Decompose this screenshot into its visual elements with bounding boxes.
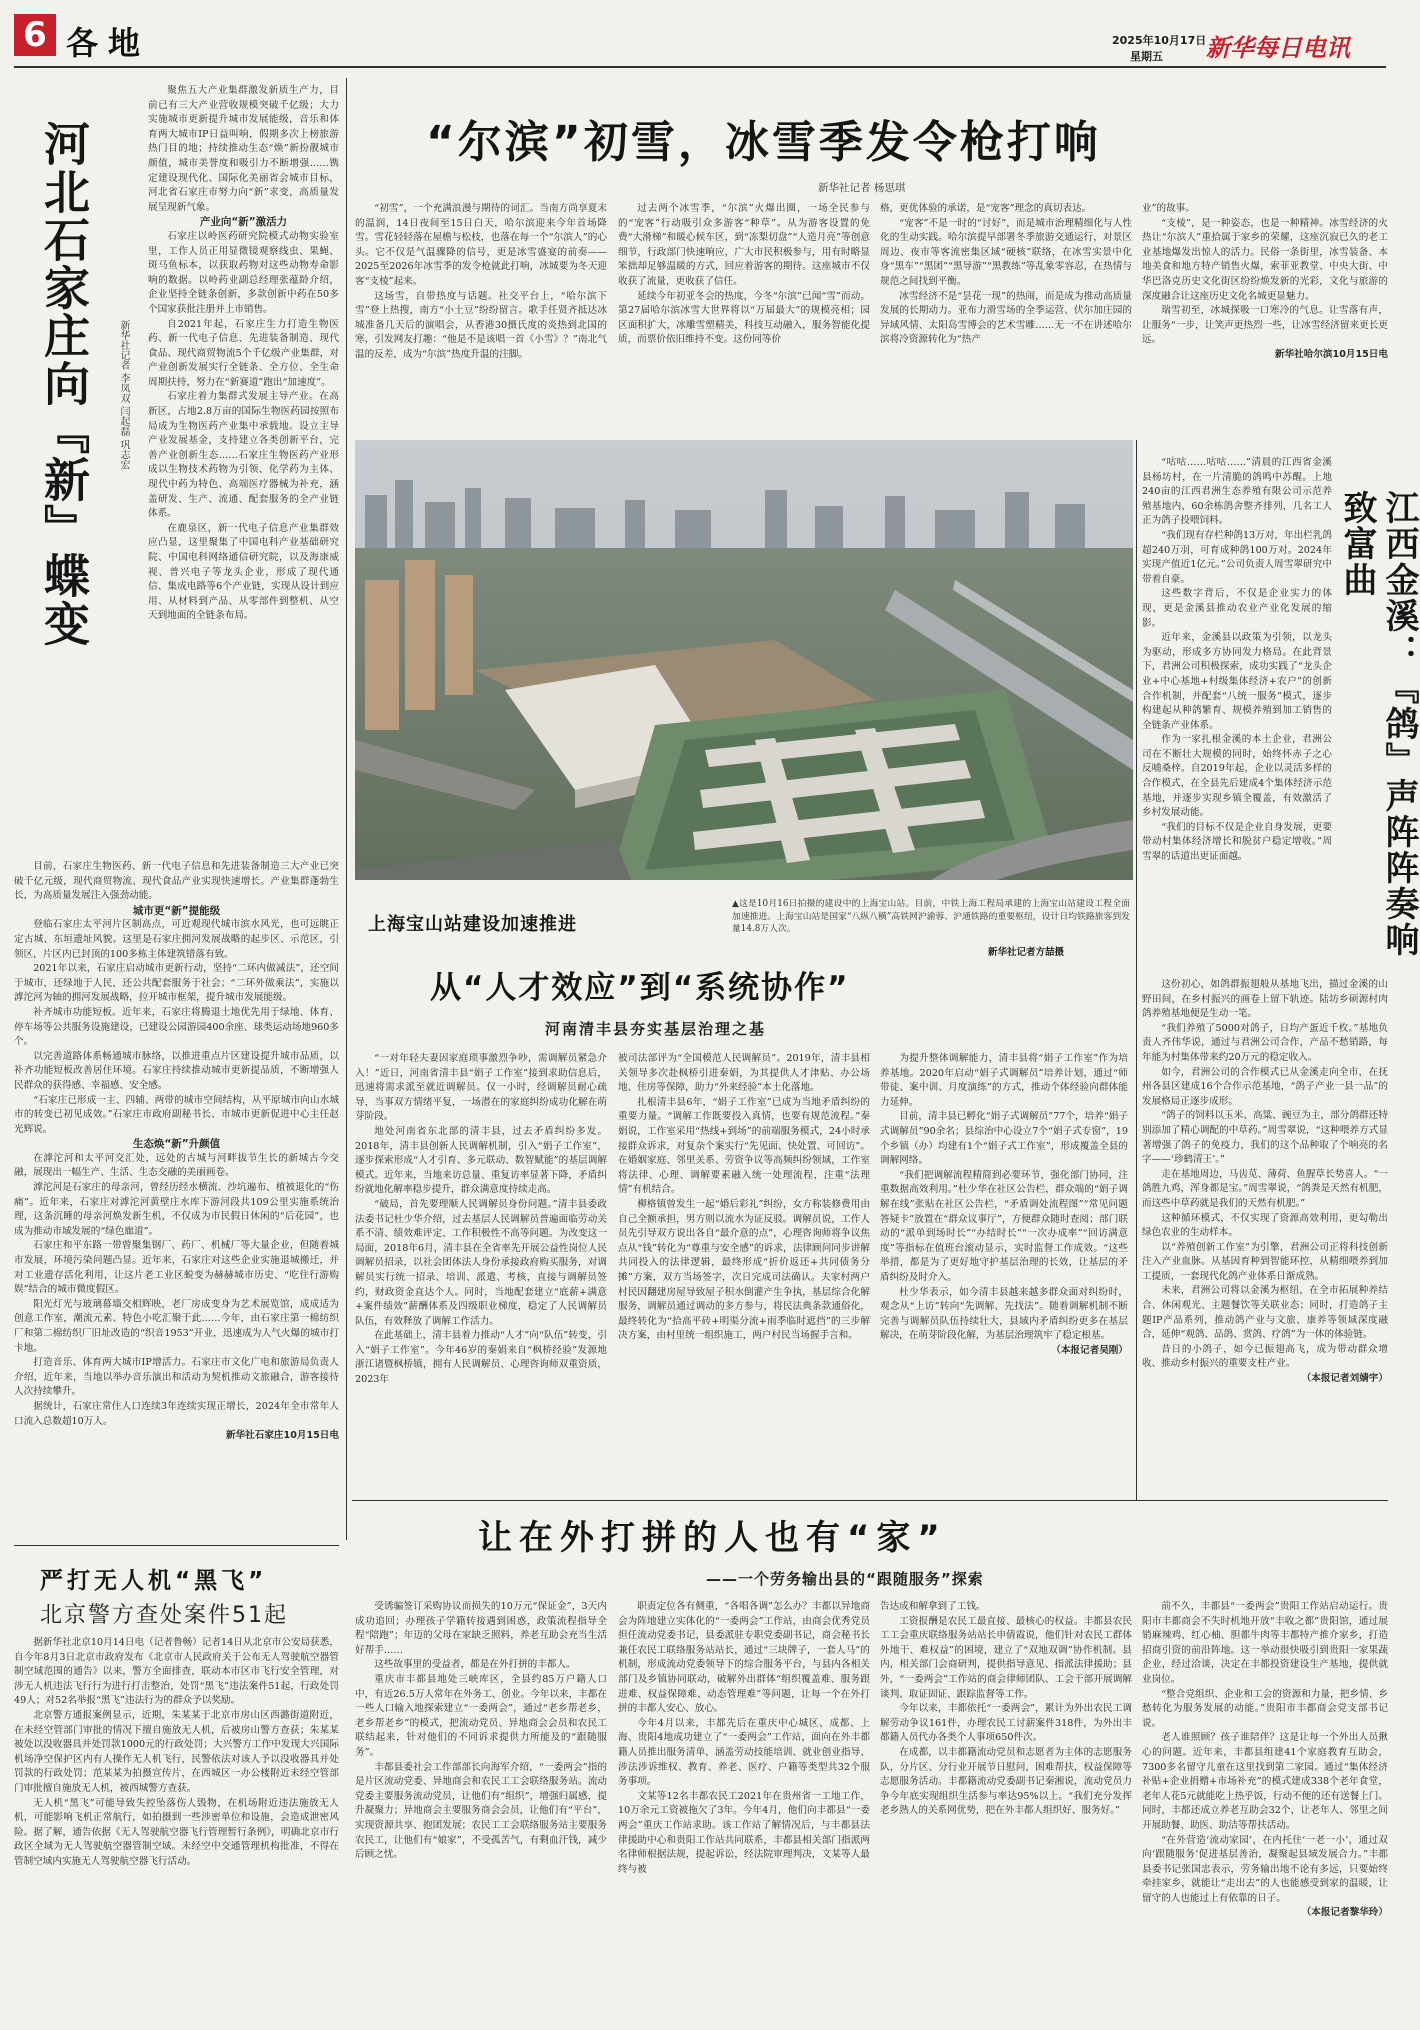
erbin-headline: “尔滨”初雪，冰雪季发令枪打响 bbox=[426, 117, 1101, 168]
laowu-paragraph: 丰都县委社会工作部部长向海军介绍，“一委两会”指的是片区流动党委、异地商会和农民工工会联络服务站。流动党委主要服务流动党员，让他们有“组织”，增强归属感，提升凝聚力；异地商会主要服务商会会员，让他们有“平台”，实现资源共享、抱团发展；农民工工会联络服务站主要服务农民工，让他们有“娘家”，不受孤苦气，有剩血汗钱，减少后顾之忧。 bbox=[355, 1761, 607, 1861]
qingfeng-paragraph: 地处河南省东北部的清丰县，过去矛盾纠纷多发。2018年，清丰县创新人民调解机制，引入“娟子工作室”，逐步探索形成“人才引育、多元联动、数智赋能”的基层调解模式。近年来，当地来访总量、重复访率显著下降，矛盾纠纷就地化解率稳步提升，群众满意度持续走高。 bbox=[355, 1125, 607, 1196]
hebei-paragraph: 打造音乐、体育两大城市IP增活力。石家庄市文化广电和旅游局负责人介绍，近年来，当地以举办音乐演出和活动为契机推动文旅融合，游客接待人次持续攀升。 bbox=[14, 1357, 339, 1398]
jiangxi-column-bottom bbox=[1142, 978, 1388, 1500]
hebei-paragraph: 补齐城市功能短板。近年来，石家庄将腾退土地优先用于绿地、体育、停车场等公共服务设施建设，已建设公园游园400余座、球类运动场地960多个。 bbox=[14, 1006, 339, 1048]
jiangxi-headline: 江西金溪：『鸽』声阵阵奏响致富曲 bbox=[1337, 490, 1419, 958]
qingfeng-paragraph: “破局，首先要理顺人民调解员身份问题。”清丰县委政法委书记杜少华介绍，过去基层人民调解员普遍面临劳动关系不清、绩效难评定、工作积极性不高等问题。为改变这一局面，2018年6月，清丰县在全省率先开展公益性岗位人民调解员招录，以社会团体法人身份承接政府购买服务，对调解员实行统一招录、培训、派遣、考核，直接与调解员签约，财政资金直达个人。同时，当地配套建立“底薪+满意+案件绩效”薪酬体系及四级职业梯度，稳定了人民调解员队伍，有效释放了调解工作活力。 bbox=[355, 1198, 607, 1327]
qingfeng-paragraph: “我们把调解流程精简到必要环节，强化部门协同，注重数据高效利用。”杜少华在社区公告栏，群众端的“娟子调解在线”张贴在社区公告栏，“矛盾调处流程图”“常见问题答疑卡”放置在“群众议事厅”，方便群众随时查阅；部门联动的“派单到场时长”“办结时长”“一次办成率”“回访满意度”等指标在值班台滚动显示，实时监督工作成效。“这些举措，都是为了更好地守护基层治理的长效，让基层的矛盾纠纷及时介入。 bbox=[880, 1169, 1128, 1283]
erbin-paragraph: 延续今年初亚冬会的热度，今冬“尔滨”已闻“雪”而动。第27届哈尔滨冰雪大世界将以“万届最大”的规模亮相；园区面积扩大，冰雕雪塑精美，科技互动融入，服务智能化提质，而票价依旧维持不变。这份同等价 bbox=[618, 290, 870, 346]
erbin-column-2 bbox=[618, 202, 870, 438]
hebei-paragraph: 登临石家庄太平河片区制高点，可近观现代城市滨水风光，也可远眺正定古城、东垣遗址风貌。这里是石家庄拥河发展战略的起步区、示范区，引领区，片区内已封顶的100多栋主体建筑错落有致。 bbox=[14, 919, 339, 960]
laowu-headline: 让在外打拼的人也有“家” bbox=[478, 1518, 947, 1558]
jiangxi-paragraph: 走在基地周边，马齿苋、薄荷、鱼腥草长势喜人。“一鸽胜九鸡，浑身都是宝。”周雪翠说，“鸽粪是天然有机肥，而这些中草药就是我们的天然有机肥。” bbox=[1142, 1168, 1388, 1209]
laowu-paragraph: 老人谁照顾？孩子谁陪伴？这是让每一个外出人员揪心的问题。近年来，丰都县组建41个家庭教育互助会，7300多名留守儿童在这里找到第二家园。通过“集体经济补贴+企业捐赠+市场补充”的模式建成338个老年食堂，老年人花5元就能吃上热乎饭，行动不便的还有送餐上门。同时，丰都还成立养老互助会32个，让老年人、邻里之间开展助餐、助医、助洁等帮扶活动。 bbox=[1142, 1732, 1388, 1831]
jiangxi-paragraph: “我们的目标不仅是企业自身发展，更要带动村集体经济增长和脱贫户稳定增收。”周雪翠的话道出更证面越。 bbox=[1142, 821, 1332, 863]
hebei-subhead-city: 城市更“新”提能级 bbox=[132, 904, 221, 917]
hebei-intro: 聚焦五大产业集群激发新质生产力，目前已有三大产业营收规模突破千亿级；大力实施城市更新提升城市发展能级，音乐和体育两大城市IP日益叫响，假期多次上榜旅游热门目的地；持续推动生态“焕”新扮靓城市颜值，城市美誉度和吸引力不断增强……镌定建设现代化、国际化美丽省会城市目标，河北省石家庄市努力向“新”求变，高质量发展呈现新气象。 bbox=[148, 85, 339, 213]
jiangxi-paragraph: “咕咕……咕咕……”清晨的江西省金溪县杨坊村，在一片清脆的鸽鸣中苏醒。上地240亩的江西君洲生态养殖有限公司示范养殖基地内，60余栋鸽舍整齐排列，几名工人正为鸽子投喂饲料。 bbox=[1142, 457, 1332, 527]
hebei-byline: 新华社记者 李凤双 闫起磊 巩志宏 bbox=[118, 320, 129, 470]
bottom-section-rule bbox=[352, 1500, 1388, 1501]
hebei-paragraph: 在鹿泉区，新一代电子信息产业集群效应凸显，这里聚集了中国电科产业基础研究院、中国电科网络通信研究院，以及海康威视、普兴电子等龙头企业，形成了现代通信、集成电路等6个产业链，实现从设计到应用、从材料到产品、从零部件到整机、从空天到地面的全链条布局。 bbox=[148, 522, 339, 622]
photo-credit: 新华社记者方喆摄 bbox=[988, 947, 1065, 958]
erbin-column-4 bbox=[1142, 202, 1388, 452]
jiangxi-paragraph: 这种循环模式，不仅实现了资源高效利用，更勾勒出绿色农业的生动样本。 bbox=[1142, 1212, 1388, 1239]
drone-paragraph: 据新华社北京10月14日电（记者鲁畅）记者14日从北京市公安局获悉，自今年8月3日北京市政府发布《北京市人民政府关于公布无人驾驶航空器管制空域范围的通告》以来，警方全面排查，联动本市区市飞行安全管理，对涉无人机违法飞行行为进行打击整治，处罚“黑飞”违法案件51起，行政处罚49人；对52名举报“黑飞”违法行为的群众予以奖励。 bbox=[14, 1637, 339, 1707]
section-name: 各地 bbox=[66, 24, 151, 62]
qingfeng-column-2 bbox=[618, 1052, 870, 1496]
hebei-subhead-industry: 产业向“新”激活力 bbox=[199, 216, 288, 229]
hebei-paragraph: 阳光灯光与玻璃幕墙交相辉映，老厂房成变身为艺术展览馆，成成适为创意工作室，潮流元素、特色小吃汇聚于此……今年，由石家庄第一棉纺织厂和第二棉纺织厂旧址改造的“织音1953”开业，迅速成为人气火爆的城市打卡地。 bbox=[14, 1298, 339, 1354]
drone-paragraph: 北京警方通报案例显示，近期，朱某某于北京市房山区西潞街道附近，在未经空管部门审批的情况下擅自施放无人机，后被房山警方查获；朱某某被处以没收器具并处罚款1000元的行政处罚；大兴警方工作中发现大兴国际机场净空保护区内有人操作无人机飞行，民警依法对该人予以没收器具并处罚款的行政处罚；范某某为拍摄宣传片，在西城区一办公楼附近未经空管部门审批擅自施放无人机，被西城警方查获。 bbox=[14, 1709, 339, 1794]
baoshan-station-photo bbox=[355, 440, 1133, 938]
erbin-column-3 bbox=[880, 202, 1132, 438]
jiangxi-paragraph: 这些数字背后，不仅是企业实力的体现，更是金溪县推动农业产业化发展的缩影。 bbox=[1142, 588, 1332, 629]
jiangxi-paragraph: 昔日的小鸽子，如今已振翅高飞，成为带动群众增收、推动乡村振兴的重要支柱产业。 bbox=[1142, 1343, 1388, 1370]
hebei-paragraph: 自2021年起，石家庄生力打造生物医药、新一代电子信息、先进装备制造、现代食品、现代商贸物流5个千亿级产业集群，对产业创新发展实行全链条、全方位、全生命周期扶持，努力在“新赛道”跑出“加速度”。 bbox=[148, 318, 339, 388]
erbin-paragraph: 冰雪经济不是“昙花一现”的热闹，而是成为推动高质量发展的长期动力。亚布力滑雪场的全季运营、伏尔加庄园的异域风情、太阳岛雪博会的艺术雪雕……无一不在讲述哈尔滨将冷资源转化为“热产 bbox=[880, 290, 1132, 346]
laowu-paragraph: 受诱骗签订采购协议而损失的10万元“保证金”，3天内成功追回；办理孩子学籍转接遇到困惑，政策流程指导全程“陪跑”；年迈的父母在家缺乏照料，养老互助会充当生活好帮手…… bbox=[355, 1601, 607, 1656]
brand-logo: 新华每日电讯 bbox=[1206, 33, 1350, 62]
laowu-paragraph: 前不久，丰都县“一委两会”贵阳工作站启动运行。贵阳市丰都商会不失时机地开放“丰收之都”贵阳馆，通过展销麻辣鸡、红心柚、胆都牛肉等丰都特产推介家乡，打造招商引资的前沿阵地。这一举动很快吸引到贵阳一家果蔬企业，经过洽谈，决定在丰都投资建设生产基地，提供就业岗位。 bbox=[1142, 1601, 1388, 1685]
hebei-paragraph: 据统计，石家庄常住人口连续3年连续实现正增长，2024年全市常年人口流入总数超10万人。 bbox=[14, 1400, 339, 1427]
laowu-column-3 bbox=[880, 1600, 1132, 2020]
qingfeng-dateline: （本报记者吴刚） bbox=[1051, 1344, 1128, 1356]
hebei-headline: 河北石家庄向『新』蝶变 bbox=[37, 120, 91, 648]
construction-site-image bbox=[355, 440, 1133, 938]
jiangxi-paragraph: 如今，君洲公司的合作模式已从金溪走向全市，在抚州各县区建成16个合作示范基地，“鸽子产业一县一品”的发展格局正逐步成形。 bbox=[1142, 1066, 1388, 1107]
erbin-dateline: 新华社哈尔滨10月15日电 bbox=[1274, 348, 1388, 360]
jiangxi-paragraph: “我们养殖了5000对鸽子，日均产蛋近千枚。”基地负责人齐伟华说，通过与君洲公司合作，产品不愁销路，每年能为村集体带来约20万元的稳定收入。 bbox=[1142, 1022, 1388, 1063]
erbin-paragraph: “支棱”，是一种姿态，也是一种精神。冰雪经济的火热让“尔滨人”重拾属于家乡的荣耀，这座沉寂已久的老工业基地爆发出惊人的活力。民俗一条街里，冰雪装备、本地美食和地方特产销售火爆，索菲亚教堂、中央大街、中华巴洛克历史文化街区纷纷焕发新的光彩，文化与旅游的深度融合让这座历史文化名城更显魅力。 bbox=[1142, 217, 1388, 302]
laowu-paragraph: “在外营造‘流动家园’，在内托住‘一老一小’，通过双向‘跟随服务’促进基层善治，凝聚起县域发展合力。”丰都县委书记张国忠表示，劳务输出地不论有多远，只要始终牵挂家乡，就能让“走出去”的人也能感受到家的温暖，让留守的人也能过上有依靠的日子。 bbox=[1142, 1834, 1388, 1904]
qingfeng-column-1 bbox=[355, 1052, 607, 1496]
drone-headline: 严打无人机“黑飞” bbox=[40, 1568, 268, 1594]
laowu-subheadline: ——一个劳务输出县的“跟随服务”探索 bbox=[706, 1570, 984, 1588]
page-number-badge: 6 bbox=[14, 14, 56, 56]
laowu-paragraph: 告达成和解拿到了工钱。 bbox=[880, 1601, 986, 1612]
hebei-subhead-ecology: 生态焕“新”升颜值 bbox=[132, 1138, 221, 1151]
erbin-paragraph: 过去两个冰雪季，“尔滨”火爆出圈，一场全民参与的“宠客”行动吸引众多游客“种草”。从为游客设置的免费“大滑梯”和暖心候车区，到“冻梨切盘”“人造月亮”等创意细节，行政部门快速响应，广大市民积极参与，用有时略显笨拙却足够温暖的方式，回应着游客的期待。这座城市不仅收获了流量，更收获了信任。 bbox=[618, 203, 870, 287]
qingfeng-paragraph: 杜少华表示，如今清丰县越来越多群众面对纠纷时，观念从“上访”转向“先调解、先找法”。随着调解机制不断完善与调解员队伍持续壮大，县域内矛盾纠纷更多在基层解决，在萌芽阶段化解，为基层治理筑牢了稳定根基。 bbox=[880, 1286, 1128, 1342]
laowu-column-1 bbox=[355, 1600, 607, 2020]
qingfeng-paragraph: 目前，清丰县已孵化“娟子式调解员”77个，培养“娟子式调解员”90余名；县综治中心设立7个“娟子式专窗”，19个乡镇（办）均建有1个“娟子式工作室”，形成覆盖全县的调解网络。 bbox=[880, 1111, 1128, 1167]
hebei-paragraph: 石家庄和平东路一带曾聚集钢厂、药厂、机械厂等大量企业，但随着城市发展，环境污染问题凸显。近年来，石家庄对这些企业实施退城搬迁，并对工业遗存活化利用，让这片老工业区蜕变为赫赫城市历史、“吃住行游购娱”结合的城市微度假区。 bbox=[14, 1240, 339, 1296]
erbin-column-1 bbox=[355, 202, 607, 438]
jiangxi-column-top bbox=[1142, 456, 1332, 976]
erbin-byline: 新华社记者 杨思琪 bbox=[818, 182, 906, 194]
column-divider bbox=[346, 78, 347, 1540]
jiangxi-dateline: （本报记者刘婧宇） bbox=[1301, 1373, 1388, 1385]
jiangxi-paragraph: 作为一家扎根金溪的本土企业，君洲公司在不断壮大规模的同时，始终怀赤子之心反哺桑梓。自2019年起，企业以灵活多样的合作模式，在全县先后建成4个集体经济示范基地，并逐步实现乡镇全覆盖，有效激活了乡村发展动能。 bbox=[1142, 734, 1332, 819]
laowu-column-2 bbox=[618, 1600, 870, 2020]
photo-headline: 上海宝山站建设加速推进 bbox=[368, 914, 577, 935]
hebei-paragraph: 目前，石家庄生物医药、新一代电子信息和先进装备制造三大产业已突破千亿元级，现代商贸物流、现代食品产业实现快速增长。产业集群蓬勃生长，为高质量发展注入强劲动能。 bbox=[14, 861, 339, 902]
hebei-paragraph: 石家庄着力集群式发展主导产业。在高新区，占地2.8万亩的国际生物医药园按照布局成为生物医药产业集中承载地。设立主导产业发展基金，支持建立各类创新平台，完善产业创新生态……石家庄生物医药产业形成以生物技术药物为引领、化学药为主体、现代中药为特色、高端医疗器械为补充，涵盖研发、生产、流通、配套服务的全产业链体系。 bbox=[148, 391, 339, 520]
qingfeng-paragraph: “一对年轻夫妻因家庭琐事激烈争吵，需调解员紧急介入！”近日，河南省清丰县“娟子工作室”接到求助信息后，迅速将需求派至就近调解员。仅一小时，经调解员耐心疏导，当事双方情绪平复，一场潜在的家庭纠纷成功化解在萌芽阶段。 bbox=[355, 1053, 607, 1123]
right-column-divider bbox=[1136, 440, 1137, 1500]
erbin-paragraph: 业”的故事。 bbox=[1142, 203, 1195, 214]
laowu-dateline: （本报记者黎华玲） bbox=[1301, 1907, 1388, 1919]
qingfeng-headline: 从“人才效应”到“系统协作” bbox=[430, 970, 850, 1006]
hebei-column-bottom bbox=[14, 860, 339, 1442]
qingfeng-paragraph: 被司法部评为“全国模范人民调解员”。2019年，清丰县相关领导多次赴枫桥引进秦娟，为其提供人才津贴、办公场地、住房等保障，助力“外来经验”本土化落地。 bbox=[618, 1053, 870, 1094]
hebei-paragraph: 滹沱河是石家庄的母亲河，曾经历经水横流、沙坑遍布、植被退化的“伤痛”。近年来，石家庄对滹沱河黄壁庄水库下游河段共109公里实施系统治理，这条沉睡的母亲河焕发新生机，不仅成为市民假日休闲的“后花园”，也成为推动市域发展的“绿色廊道”。 bbox=[14, 1182, 339, 1237]
jiangxi-paragraph: 这份初心，如鸽群振翅般从基地飞出，描过金溪的山野田间，在乡村振兴的画卷上留下轨迹。陆坊乡硕源村肉鸽养殖基地便是生动一笔。 bbox=[1142, 979, 1388, 1020]
laowu-paragraph: 这些故事里的受益者，都是在外打拼的丰都人。 bbox=[374, 1659, 576, 1671]
hebei-paragraph: 2021年以来，石家庄启动城市更新行动，坚持“二环内做减法”，还空间于城市，还绿地于人民，还公共配套服务于社会；“二环外做乘法”，实施以滹沱河为轴的拥河发展战略，拉开城市框架，提升城市发展能级。 bbox=[14, 963, 339, 1004]
issue-weekday: 星期五 bbox=[1130, 50, 1163, 63]
issue-date: 2025年10月17日 bbox=[1112, 34, 1207, 47]
laowu-paragraph: 工资报酬是农民工最直接、最核心的权益。丰都县农民工工会重庆联络服务站站长申倩霞说，他们针对农民工群体外地干、难权益”的困境，建立了“双地双调”协作机制。县内，相关部门会商研判，提供指导意见、指派法律援助；县外，“一委两会”工作站的商会律师团队、工会干部开展调解谈判、取证固证、跟踪监督等工作。 bbox=[880, 1615, 1132, 1700]
jiangxi-paragraph: 近年来，金溪县以政策为引领，以龙头为驱动，形成多方协同发力格局。在此背景下，君洲公司积极探索，成功实践了“龙头企业+中心基地+村级集体经济+农户”的创新合作机制，并配套“八统一服务”模式，逐步构建起从种鸽繁育、规模养殖到加工销售的全链条产业体系。 bbox=[1142, 632, 1332, 731]
erbin-paragraph: 这场雪，自带热度与话题。社交平台上，“哈尔滨下雪”登上热搜，南方“小土豆”纷纷留言。歌手任贤齐抵达冰城准备几天后的演唱会，从香港30摄氏度的炎热到北国的寒，引发网友打趣：“他是不是该唱一首《小雪》？”南北气温的反差，成为“尔滨”热度升温的注脚。 bbox=[355, 290, 607, 360]
qingfeng-paragraph: 为提升整体调解能力，清丰县将“娟子工作室”作为培养基地。2020年启动“娟子式调解员”培养计划，通过“师带徒、案中训、月度演练”的方式，推动个体经验向群体能力延伸。 bbox=[880, 1053, 1128, 1108]
qingfeng-paragraph: 柳格镇曾发生一起“婚后彩礼”纠纷，女方称装修费用由自己全额承担，男方则以流水为证反驳。调解员说，工作人员先引导双方说出各自“最介意的点”，心理咨询师将争议焦点从“钱”转化为“尊重与安全感”的诉求，法律顾问同步讲解共同投入的法律逻辑，最终形成“折价返还+共同债务分摊”方案，双方当场签字，次日完成司法确认。夫家村两户村民因翻建房屋导致屋子积水倒灌产生争执，基层综合化解服务，调解员通过调动的多方参与，将民法典条款通俗化，最终转化为“拾高平砖+明渠分流+雨季临时遮挡”的三步解决方案，由村里统一组织施工，两户村民当场握手言和。 bbox=[618, 1198, 870, 1342]
laowu-column-4 bbox=[1142, 1600, 1388, 2020]
laowu-paragraph: “整合党组织、企业和工会的资源和力量，把乡情、乡愁转化为服务发展的动能。”贵阳市丰都商会党支部书记说。 bbox=[1142, 1688, 1388, 1729]
hebei-paragraph: 石家庄以岭医药研究院模式动物实验室里，工作人员正用显微镜观察线虫、果蝇、斑马鱼标本，以获取药物对这些动物寿命影响的数据。以岭药业副总经理张蕴龄介绍，企业坚持全链条创新，多款创新中药在50多个国家获批注册并上市销售。 bbox=[148, 230, 339, 315]
erbin-paragraph: “初雪”，一个充满浪漫与期待的词汇。当南方尚享夏末的温润，14日夜间至15日白天，哈尔滨迎来今年首场降雪。雪花轻轻落在屋檐与松枝，也落在每一个“尔滨人”的心头。它不仅是气温骤降的信号，更是冰雪盛宴的前奏——2025至2026年冰雪季的发令枪就此打响，冰城要为冬天迎客“支棱”起来。 bbox=[355, 203, 607, 287]
qingfeng-subheadline: 河南清丰县夯实基层治理之基 bbox=[545, 1020, 767, 1038]
header-rule bbox=[14, 66, 1386, 68]
laowu-paragraph: 重庆市丰都县地处三峡库区，全县约85万户籍人口中，有近26.5万人常年在外务工、创业。今年以来，丰都在一些人口输入地探索建立“一委两会”，通过“老乡帮老乡，老乡帮老乡”的模式，把流动党员、异地商会会员和农民工联结起来，针对他们的不同诉求提供力所能及的“跟随服务”。 bbox=[355, 1673, 607, 1758]
erbin-paragraph: 格，更优体验的承诺，是“宠客”理念的真切表达。 bbox=[880, 203, 1092, 214]
drone-paragraph: 无人机“黑飞”可能导致失控坠落伤人毁物，在机场附近违法施放无人机，可能影响飞机正常航行，如拍摄到一些涉密单位和设施，会造成泄密风险。据了解，通告依据《无人驾驶航空器飞行管理暂行条例》，明确北京市行政区全域为无人驾驶航空器管制空域。未经空中交通管理机构批准，不得在管制空域内实施无人驾驶航空器飞行活动。 bbox=[14, 1797, 339, 1867]
drone-subheadline: 北京警方查处案件51起 bbox=[40, 1603, 288, 1628]
qingfeng-paragraph: 在此基础上，清丰县着力推动“人才”向“队伍”转变，引入“娟子工作室”。今年46岁的秦娟来自“枫桥经验”发源地浙江诸暨枫桥镇，拥有人民调解员、心理咨询师双重资质，2023年 bbox=[355, 1330, 607, 1386]
qingfeng-paragraph: 扎根清丰县6年，“娟子工作室”已成为当地矛盾纠纷的重要力量。“调解工作既要投入真情，也要有规范流程。”秦娟说，工作室采用“热线+到场”的前端服务模式，24小时承接群众诉求，对复杂个案实行“先见面、快处置、可回访”。在婚姻家庭、邻里关系、劳资争议等高频纠纷领域，工作室将法律、心理、调解要素融入统一处理流程，注重“法理情”有机结合。 bbox=[618, 1096, 870, 1196]
photo-caption: ▲这是10月16日拍摄的建设中的上海宝山站。目前，中铁上海工程局承建的上海宝山站建设工程全面加速推进。上海宝山站是国家“八纵八横”高铁网沪渝蓉、沪通铁路的重要枢纽，设计日均铁路旅客到发量14.8万人次。 bbox=[732, 899, 1130, 934]
hebei-paragraph: “石家庄已形成一主、四辅、两带的城市空间结构，从平原城市向山水城市的转变已初见成效。”石家庄市政府副秘书长、市城市更新促进中心主任赵光辉说。 bbox=[14, 1094, 339, 1135]
qingfeng-column-3 bbox=[880, 1052, 1128, 1496]
laowu-paragraph: 在成都，以丰都籍流动党员和志愿者为主体的志愿服务队，分片区、分行业开展节日慰问，困难帮扶，权益保障等志愿服务活动。丰都籍流动党委副书记秦湘说，流动党员力争今年底实现组织生活参与率达95%以上。“我们充分发挥老乡熟人的关系网优势，把在外丰都人组织好、服务好。” bbox=[880, 1746, 1132, 1817]
drone-top-rule bbox=[14, 1545, 339, 1546]
erbin-paragraph: 瑞雪初至，冰城探吸一口寒冷的气息。让雪落有声，让服务“一步，让笑声更热烈一些，让冰雪经济留来更长更远。 bbox=[1142, 305, 1388, 346]
laowu-paragraph: 今年4月以来，丰都先后在重庆中心城区、成都、上海、贵阳4地成功建立了“一委两会”工作站，面向在外丰都籍人员推出服务清单，涵盖劳动技能培训、就业创业指导、涉法涉诉维权、教育、养老、医疗、户籍等类型共32个服务事项。 bbox=[618, 1717, 870, 1788]
jiangxi-paragraph: 未来，君洲公司将以金溪为枢纽，在全市拓展种养结合、休闲观光、主题餐饮等关联业态；同时，打造鸽子主题IP产品系列，推动鸽产业与文旅、康养等领域深度融合，延伸“观鸽、品鸽、赏鸽、疗鸽”为一体的体验链。 bbox=[1142, 1285, 1388, 1341]
jiangxi-paragraph: “我们现有存栏种鸽13万对，年出栏乳鸽超240万羽，可育成种鸽100万对。2024年实现产值近1亿元。”公司负责人周雪翠研究中带着自豪。 bbox=[1142, 529, 1332, 585]
hebei-paragraph: 在滹沱河和太平河交汇处，远处的古城与河畔拔节生长的新城古今交融，展现出一幅生产、生活、生态交融的美丽画卷。 bbox=[14, 1152, 339, 1179]
laowu-paragraph: 文某等12名丰都农民工2021年在贵州省一工地工作，10万余元工资被拖欠了3年。今年4月，他们向丰都县“一委两会”重庆工作站求助。该工作站了解情况后，与丰都县法律援助中心和贵阳工作站共同联系，丰都县相关部门指派两名律师根据法规，提起诉讼，经法院审理判决，文某等人最终与被 bbox=[618, 1790, 870, 1875]
jiangxi-paragraph: “鸽子的饲料以玉米、高粱、豌豆为主，部分鸽群还特别添加了精心调配的中草药。”周雪翠说，“这种喂养方式显著增强了鸽子的免疫力，我们的这个品种取了个响亮的名字——‘珍鹤清王’。” bbox=[1142, 1110, 1388, 1166]
drone-column bbox=[14, 1636, 339, 2016]
laowu-paragraph: 今年以来，丰都依托“一委两会”，累计为外出农民工调解劳动争议161件，办理农民工讨薪案件318件，为外出丰都籍人员代办各类个人事项650件次。 bbox=[880, 1703, 1132, 1744]
laowu-paragraph: 职责定位各有侧重，“各唱各调”怎么办？丰都以异地商会为阵地建立实体化的“一委两会”工作站，由商会优秀党员担任流动党委书记，县委派驻专职党委副书记，商会秘书长兼任农民工联络服务站站长，通过“三块牌子，一套人马”的机制，形成流动党委领导下的综合服务平台，与县内各相关部门及乡镇协同联动，破解外出群体“组织覆盖难、服务跟进难、权益保障难、动态管理难”等问题，让每一个在外打拼的丰都人安心、放心。 bbox=[618, 1601, 870, 1715]
hebei-column-top bbox=[148, 84, 339, 858]
hebei-dateline: 新华社石家庄10月15日电 bbox=[225, 1430, 339, 1442]
erbin-paragraph: “宠客”不是一时的“讨好”，而是城市治理精细化与人性化的生动实践。哈尔滨提早部署冬季旅游交通运行，对景区周边、夜市等客流密集区域“硬核”联络，在冰雪实景中化身“黑车”“黑团”“黑导游”“黑教练”等乱象零容忍，在热情与规范之间找到平衡。 bbox=[880, 217, 1132, 287]
hebei-paragraph: 以完善道路体系畅通城市脉络，以推进重点片区建设提升城市品质，以补齐功能短板改善居住环境。石家庄持续推动城市更新提品质，不断增强人民群众的获得感、幸福感、安全感。 bbox=[14, 1050, 339, 1091]
jiangxi-paragraph: 以“养殖创新工作室”为引擎，君洲公司正将科技创新注入产业血脉。从基因育种到智能环控，从精细喂养到加工提质，一套现代化鸽产业体系日渐成熟。 bbox=[1142, 1241, 1388, 1282]
